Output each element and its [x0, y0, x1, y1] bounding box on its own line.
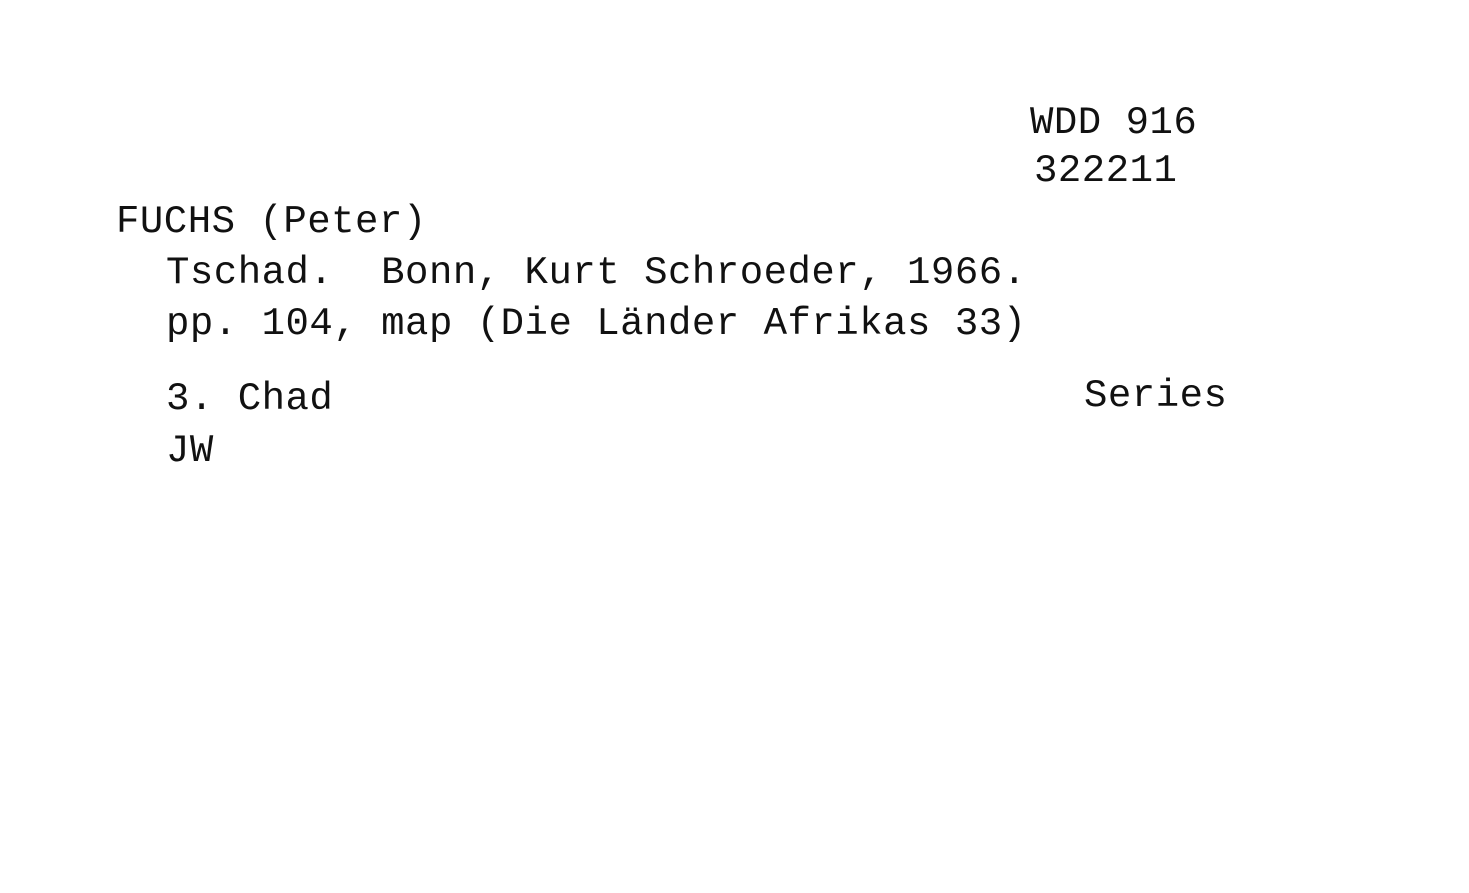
title-imprint: Tschad. Bonn, Kurt Schroeder, 1966. [166, 251, 1027, 295]
collation-series-note: pp. 104, map (Die Länder Afrikas 33) [166, 302, 1027, 346]
cataloguer-initials: JW [166, 429, 214, 473]
accession-number: 322211 [1034, 149, 1178, 193]
subject-tracing: 3. Chad [166, 377, 334, 421]
call-number: WDD 916 [1030, 101, 1198, 145]
series-tracing: Series [1084, 374, 1228, 418]
author-heading: FUCHS (Peter) [116, 200, 427, 244]
